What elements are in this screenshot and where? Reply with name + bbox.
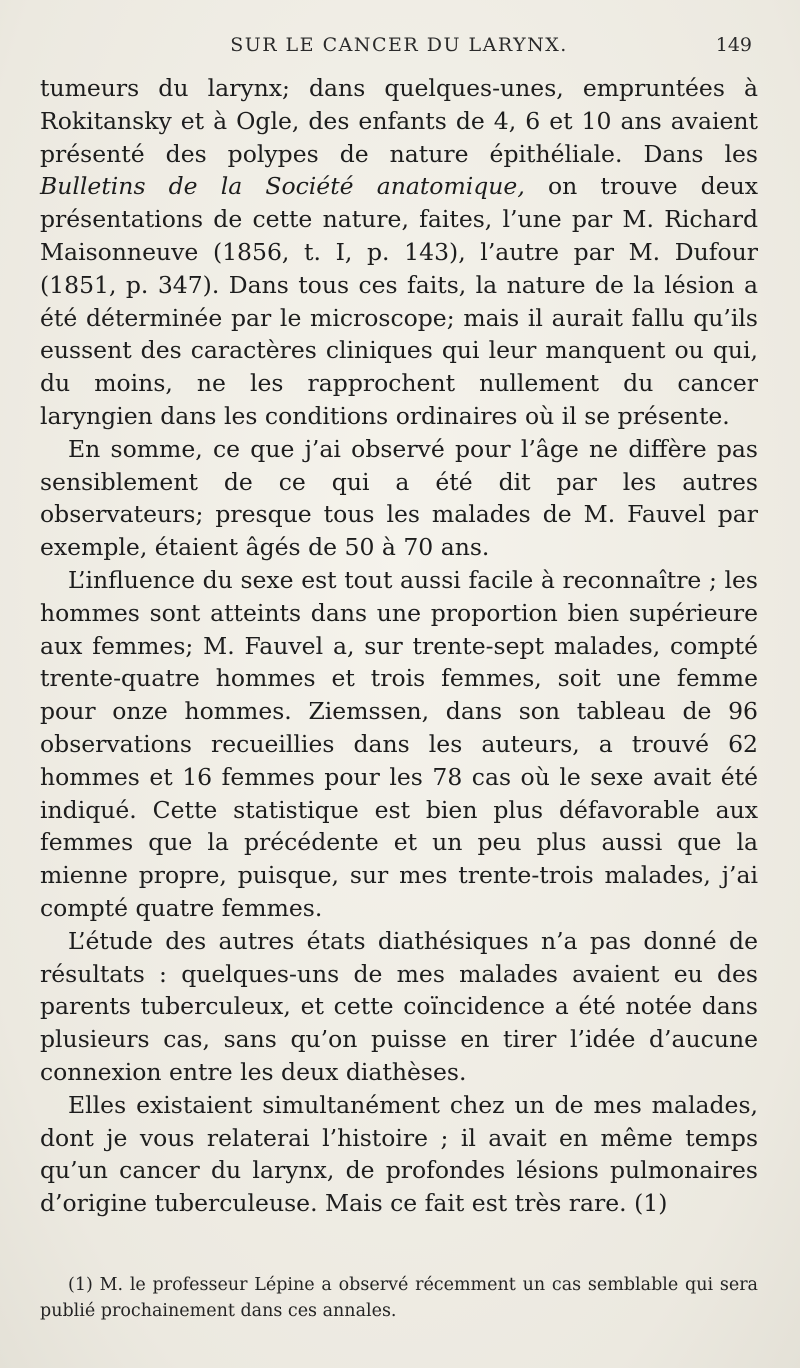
running-head: SUR LE CANCER DU LARYNX. — [230, 34, 568, 56]
paragraph-2: En somme, ce que j’ai observé pour l’âge ne diffère pas sensiblement de ce qui a été dit par les autres observateurs; presque tous les malades de M. Fauvel par exemple, étaient âgés de 50 à 70 ans. — [40, 434, 758, 562]
paragraph-1 — [40, 72, 758, 433]
page-header — [40, 30, 758, 64]
page-number: 149 — [715, 34, 752, 56]
footnote-1: (1) M. le professeur Lépine a observé récemment un cas semblable qui sera publié prochainement dans ces annales. — [40, 1275, 758, 1321]
paragraph-4: L’étude des autres états diathésiques n’a pas donné de résultats : quelques-uns de mes malades avaient eu des parents tuberculeux, et cette coïncidence a été notée dans plusieurs cas, sans qu’on puisse en tirer l’idée d’aucune connexion entre les deux diathèses. — [40, 926, 758, 1086]
paragraph-3: L’influence du sexe est tout aussi facile à reconnaître ; les hommes sont atteints dans une proportion bien supérieure aux femmes; M. Fauvel a, sur trente-sept malades, compté trente-quatre hommes et trois femmes, soit une femme pour onze hommes. Ziemssen, dans son tableau de 96 observations recueillies dans les auteurs, a trouvé 62 hommes et 16 femmes pour les 78 cas où le sexe avait été indiqué. Cette statistique est bien plus défavorable aux femmes que la précédente et un peu plus aussi que la mienne propre, puisque, sur mes trente-trois malades, j’ai compté quatre femmes. — [40, 565, 758, 922]
paragraph-1-text-a: tumeurs du larynx; dans quelques-unes, empruntées à Rokitansky et à Ogle, des enfants de 4, 6 et 10 ans avaient présenté des polypes de nature épithéliale. Dans les — [40, 74, 758, 168]
paragraph-1-text-b: on trouve deux présentations de cette nature, faites, l’une par M. Richard Maisonneuve (1856, t. I, p. 143), l’autre par M. Dufour (1851, p. 347). Dans tous ces faits, la nature de la lésion a été déterminée par le microscope; mais il aurait fallu qu’ils eussent des caractères cliniques qui leur manquent ou qui, du moins, ne les rapprochent nullement du cancer laryngien dans les conditions ordinaires où il se présente. — [40, 172, 758, 430]
paragraph-5: Elles existaient simultanément chez un de mes malades, dont je vous relaterai l’histoire ; il avait en même temps qu’un cancer du larynx, de profondes lésions pulmonaires d’origine tuberculeuse. Mais ce fait est très rare. (1) — [40, 1090, 758, 1218]
journal-title-italic: Bulletins de la Société anatomique, — [40, 172, 525, 201]
footnotes — [40, 1272, 758, 1324]
body-text — [40, 72, 758, 1220]
